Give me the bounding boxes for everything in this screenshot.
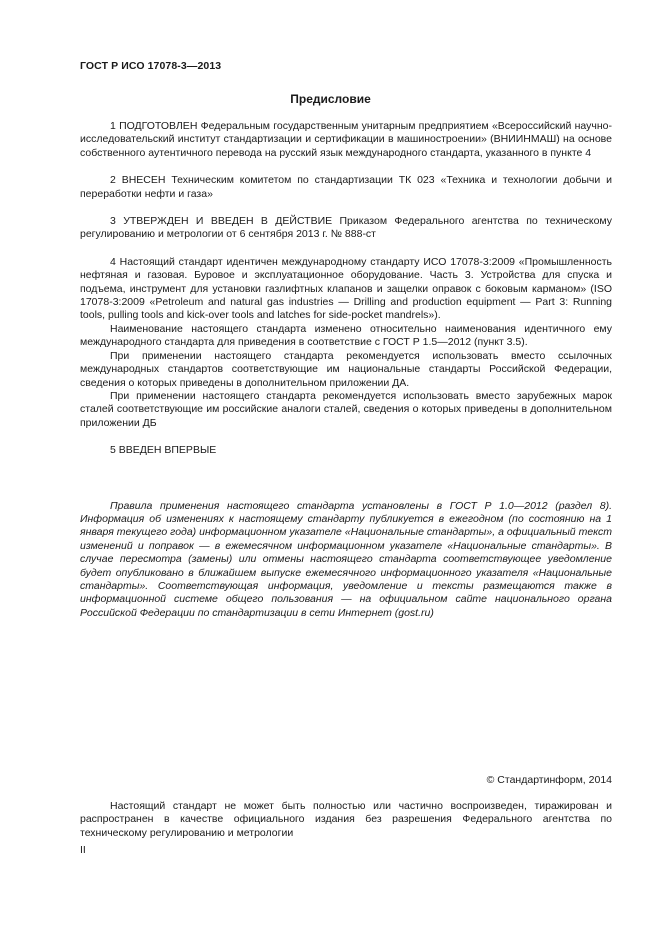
application-notice: Правила применения настоящего стандарта установлены в ГОСТ Р 1.0—2012 (раздел 8). Информация об изменениях к настоящему стандарту публикуется в ежегодном (по состоянию на 1 января текущего года) информационном указателе «Национальные стандарты», а официальный текст изменений и поправок — в ежемесячном информационном указателе «Национальные стандарты». В случае пересмотра (замены) или отмены настоящего стандарта соответствующее уведомление будет опубликовано в ближайшем выпуске ежемесячного информационного указателя «Национальные стандарты». Соответствующая информация, уведомление и тексты размещаются также в информационной системе общего пользования — на официальном сайте национального органа Российской Федерации по стандартизации в сети Интернет (gost.ru) [80, 499, 612, 619]
paragraph-1-prepared: 1 ПОДГОТОВЛЕН Федеральным государственным унитарным предприятием «Всероссийский научно-исследовательский институт стандартизации и сертификации в машиностроении» (ВНИИНМАШ) на основе собственного аутентичного перевода на русский язык международного стандарта, указанного в пункте 4 [80, 120, 612, 159]
page-number: II [80, 844, 86, 856]
foreword-body [80, 120, 612, 620]
paragraph-5-introduced: 5 ВВЕДЕН ВПЕРВЫЕ [110, 444, 217, 457]
reproduction-notice: Настоящий стандарт не может быть полностью или частично воспроизведен, тиражирован и распространен в качестве официального издания без разрешения Федерального агентства по техническому регулированию и метрологии [80, 800, 612, 839]
paragraph-4-identical: 4 Настоящий стандарт идентичен международному стандарту ИСО 17078-3:2009 «Промышленность нефтяная и газовая. Буровое и эксплуатационное оборудование. Часть 3. Устройства для спуска и подъема, инструмент для установки газлифтных клапанов и защелки оправок с боковым карманом» (ISO 17078-3:2009 «Petroleum and natural gas industries — Drilling and production equipment — Part 3: Running tools, pulling tools and kick-over tools and latches for side-pocket mandrels»). [80, 255, 612, 322]
copyright: © Стандартинформ, 2014 [486, 774, 612, 786]
page-title: Предисловие [290, 92, 371, 106]
document-code: ГОСТ Р ИСО 17078-3—2013 [80, 60, 222, 72]
paragraph-2-submitted: 2 ВНЕСЕН Техническим комитетом по стандартизации ТК 023 «Техника и технологии добычи и переработки нефти и газа» [80, 174, 612, 200]
paragraph-4-references: При применении настоящего стандарта рекомендуется использовать вместо ссылочных международных стандартов соответствующие им национальные стандарты Российской Федерации, сведения о которых приведены в дополнительном приложении ДА. [80, 349, 612, 389]
paragraph-3-approved: 3 УТВЕРЖДЕН И ВВЕДЕН В ДЕЙСТВИЕ Приказом Федерального агентства по техническому регулированию и метрологии от 6 сентября 2013 г. № 888-ст [80, 215, 612, 241]
paragraph-4-name-change: Наименование настоящего стандарта изменено относительно наименования идентичного ему международного стандарта для приведения в соответствие с ГОСТ Р 1.5—2012 (пункт 3.5). [80, 322, 612, 349]
paragraph-4-steels: При применении настоящего стандарта рекомендуется использовать вместо зарубежных марок сталей соответствующие им российские аналоги сталей, сведения о которых приведены в дополнительном приложении ДБ [80, 389, 612, 429]
